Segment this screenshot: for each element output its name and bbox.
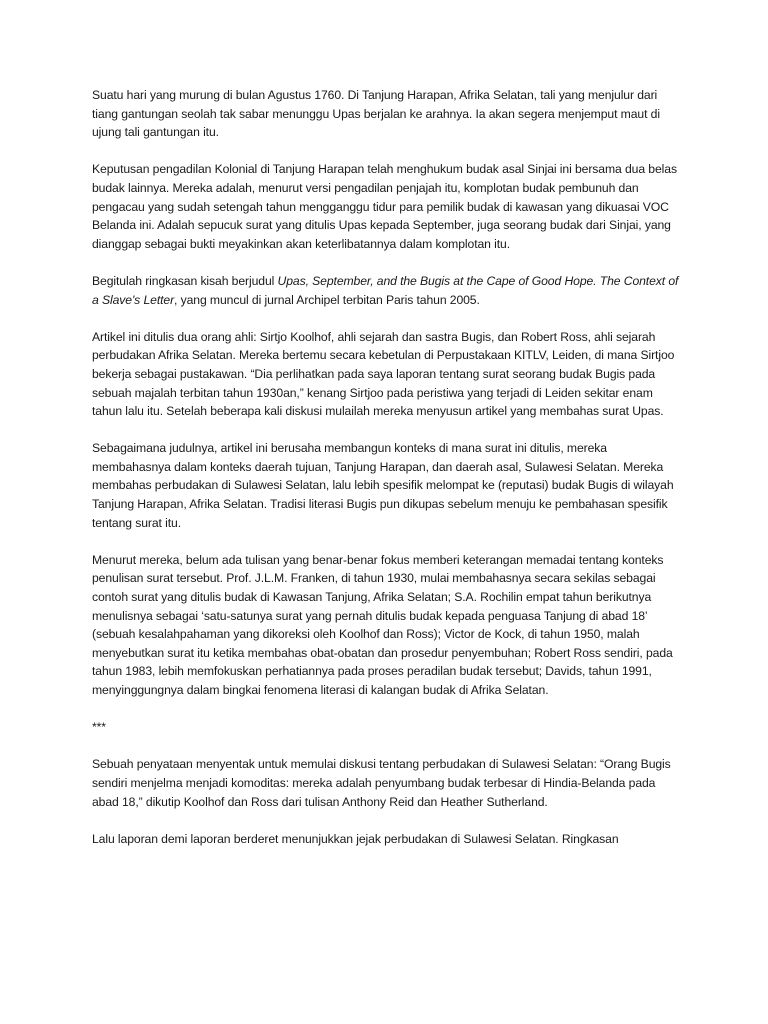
document-body: [92, 86, 682, 867]
paragraph-3: [92, 272, 682, 309]
paragraph-1: Suatu hari yang murung di bulan Agustus 1760. Di Tanjung Harapan, Afrika Selatan, tali yang menjulur dari tiang gantungan seolah tak sabar menunggu Upas berjalan ke arahnya. Ia akan segera menjemput maut di ujung tali gantungan itu.: [92, 88, 660, 140]
section-separator: ***: [92, 720, 106, 735]
paragraph-8: Lalu laporan demi laporan berderet menunjukkan jejak perbudakan di Sulawesi Selatan. Ringkasan: [92, 831, 619, 846]
paragraph-7: Sebuah penyataan menyentak untuk memulai diskusi tentang perbudakan di Sulawesi Selatan: “Orang Bugis sendiri menjelma menjadi komoditas: mereka adalah penyumbang budak terbesar di Hindia-Belanda pada abad 18,” dikutip Koolhof dan Ross dari tulisan Anthony Reid dan Heather Sutherland.: [92, 757, 671, 809]
paragraph-5: Sebagaimana judulnya, artikel ini berusaha membangun konteks di mana surat ini ditulis, mereka membahasnya dalam konteks daerah tujuan, Tanjung Harapan, dan daerah asal, Sulawesi Selatan. Mereka membahas perbudakan di Sulawesi Selatan, lalu lebih spesifik melompat ke (reputasi) budak Bugis di wilayah Tanjung Harapan, Afrika Selatan. Tradisi literasi Bugis pun dikupas sebelum menuju ke pembahasan spesifik tentang surat itu.: [92, 441, 674, 530]
paragraph-4: Artikel ini ditulis dua orang ahli: Sirtjo Koolhof, ahli sejarah dan sastra Bugis, dan Robert Ross, ahli sejarah perbudakan Afrika Selatan. Mereka bertemu secara kebetulan di Perpustakaan KITLV, Leiden, di mana Sirtjoo bekerja sebagai pustakawan. “Dia perlihatkan pada saya laporan tentang surat seorang budak Bugis pada sebuah majalah terbitan tahun 1930an,” kenang Sirtjoo pada peristiwa yang terjadi di Leiden sekitar enam tahun lalu itu. Setelah beberapa kali diskusi mulailah mereka menyusun artikel yang membahas surat Upas.: [92, 329, 675, 419]
paragraph-3-tail: , yang muncul di jurnal Archipel terbitan Paris tahun 2005.: [174, 292, 480, 307]
article-title: Upas, September, and the Bugis at the Cape of Good Hope. The Context of a Slave's Letter: [92, 273, 679, 307]
paragraph-2: Keputusan pengadilan Kolonial di Tanjung Harapan telah menghukum budak asal Sinjai ini bersama dua belas budak lainnya. Mereka adalah, menurut versi pengadilan penjajah itu, komplotan budak pembunuh dan pengacau yang sudah setengah tahun mengganggu tidur para pemilik budak di kawasan yang dikuasai VOC Belanda ini. Adalah sepucuk surat yang ditulis Upas kepada September, juga seorang budak dari Sinjai, yang dianggap sebagai bukti meyakinkan akan keterlibatannya dalam komplotan itu.: [92, 162, 677, 251]
paragraph-6: Menurut mereka, belum ada tulisan yang benar-benar fokus memberi keterangan memadai tentang konteks penulisan surat tersebut. Prof. J.L.M. Franken, di tahun 1930, mulai membahasnya secara sekilas sebagai contoh surat yang ditulis budak di Kawasan Tanjung, Afrika Selatan; S.A. Rochilin empat tahun berikutnya menulisnya sebagai ‘satu-satunya surat yang pernah ditulis budak kepada penguasa Tanjung di abad 18’ (sebuah kesalahpahaman yang dikoreksi oleh Koolhof dan Ross); Victor de Kock, di tahun 1950, malah menyebutkan surat itu ketika membahas obat-obatan dan prosedur penyembuhan; Robert Ross sendiri, pada tahun 1983, lebih memfokuskan perhatiannya pada proses peradilan budak tersebut; Davids, tahun 1991, menyinggungnya dalam bingkai fenomena literasi di kalangan budak di Afrika Selatan.: [92, 552, 673, 697]
paragraph-3-lead: Begitulah ringkasan kisah berjudul: [92, 273, 278, 288]
